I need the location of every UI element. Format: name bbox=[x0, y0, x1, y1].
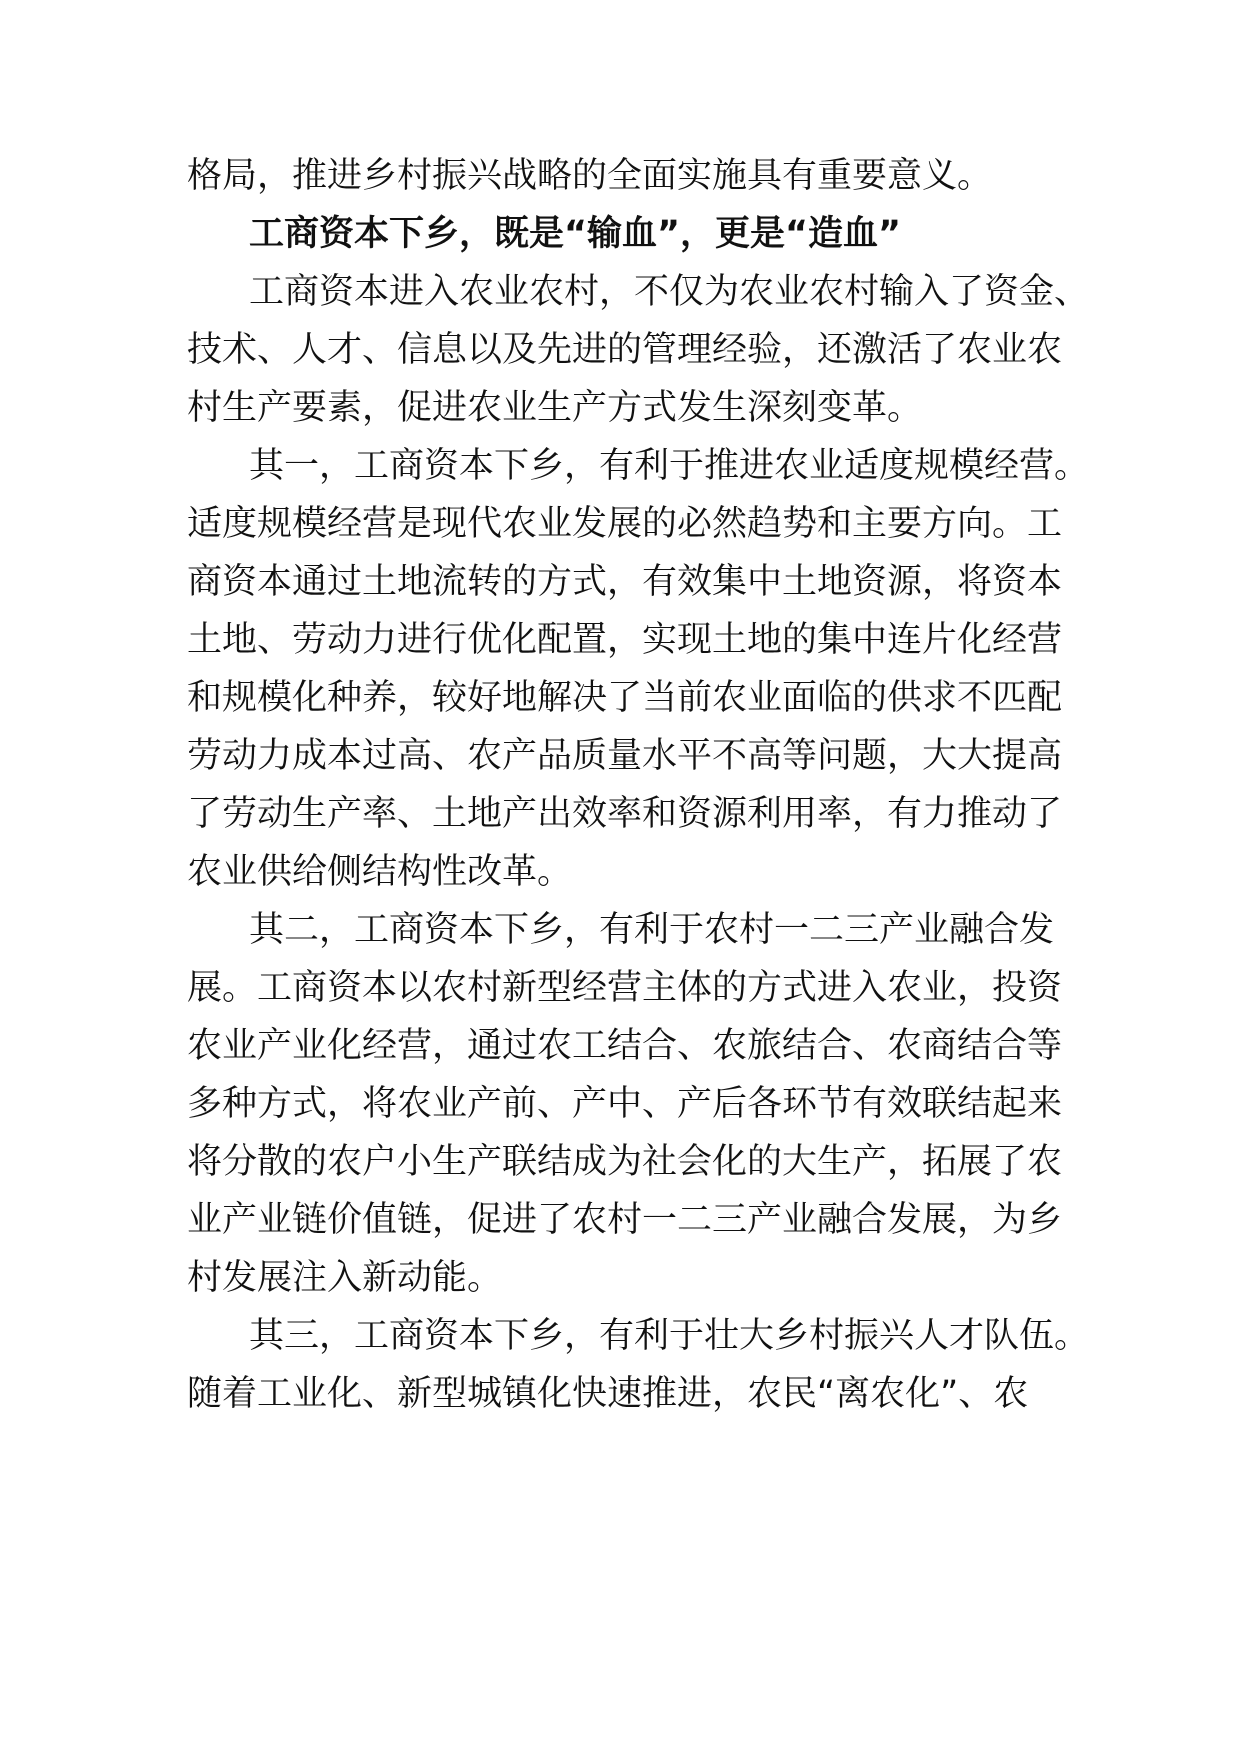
text-line: 村生产要素，促进农业生产方式发生深刻变革。 bbox=[187, 388, 923, 428]
text-line: 技术、人才、信息以及先进的管理经验，还激活了农业农 bbox=[187, 330, 1063, 370]
text-line: 农业供给侧结构性改革。 bbox=[187, 852, 573, 892]
text-line: 劳动力成本过高、农产品质量水平不高等问题，大大提高 bbox=[187, 736, 1063, 776]
text-line: 展。工商资本以农村新型经营主体的方式进入农业，投资 bbox=[187, 968, 1063, 1008]
text-line: 工商资本进入农业农村，不仅为农业农村输入了资金、 bbox=[249, 272, 1090, 312]
text-line: 适度规模经营是现代农业发展的必然趋势和主要方向。工 bbox=[187, 504, 1063, 544]
text-line: 其二，工商资本下乡，有利于农村一二三产业融合发 bbox=[249, 910, 1055, 950]
text-line: 农业产业化经营，通过农工结合、农旅结合、农商结合等 bbox=[187, 1026, 1063, 1066]
text-line: 将分散的农户小生产联结成为社会化的大生产，拓展了农 bbox=[187, 1142, 1063, 1182]
text-line: 其一，工商资本下乡，有利于推进农业适度规模经营。 bbox=[249, 446, 1090, 486]
text-line: 土地、劳动力进行优化配置，实现土地的集中连片化经营 bbox=[187, 620, 1063, 660]
text-line: 格局，推进乡村振兴战略的全面实施具有重要意义。 bbox=[187, 156, 993, 196]
text-line: 其三，工商资本下乡，有利于壮大乡村振兴人才队伍。 bbox=[249, 1316, 1090, 1356]
text-line: 和规模化种养，较好地解决了当前农业面临的供求不匹配 bbox=[187, 678, 1063, 718]
text-line: 随着工业化、新型城镇化快速推进，农民“离农化”、农 bbox=[187, 1374, 1029, 1414]
text-line: 了劳动生产率、土地产出效率和资源利用率，有力推动了 bbox=[187, 794, 1063, 834]
text-line: 村发展注入新动能。 bbox=[187, 1258, 503, 1298]
text-line: 多种方式，将农业产前、产中、产后各环节有效联结起来 bbox=[187, 1084, 1063, 1124]
text-line: 业产业链价值链，促进了农村一二三产业融合发展，为乡 bbox=[187, 1200, 1063, 1240]
section-heading: 工商资本下乡，既是“输血”，更是“造血” bbox=[249, 214, 902, 254]
text-line: 商资本通过土地流转的方式，有效集中土地资源，将资本 bbox=[187, 562, 1063, 602]
